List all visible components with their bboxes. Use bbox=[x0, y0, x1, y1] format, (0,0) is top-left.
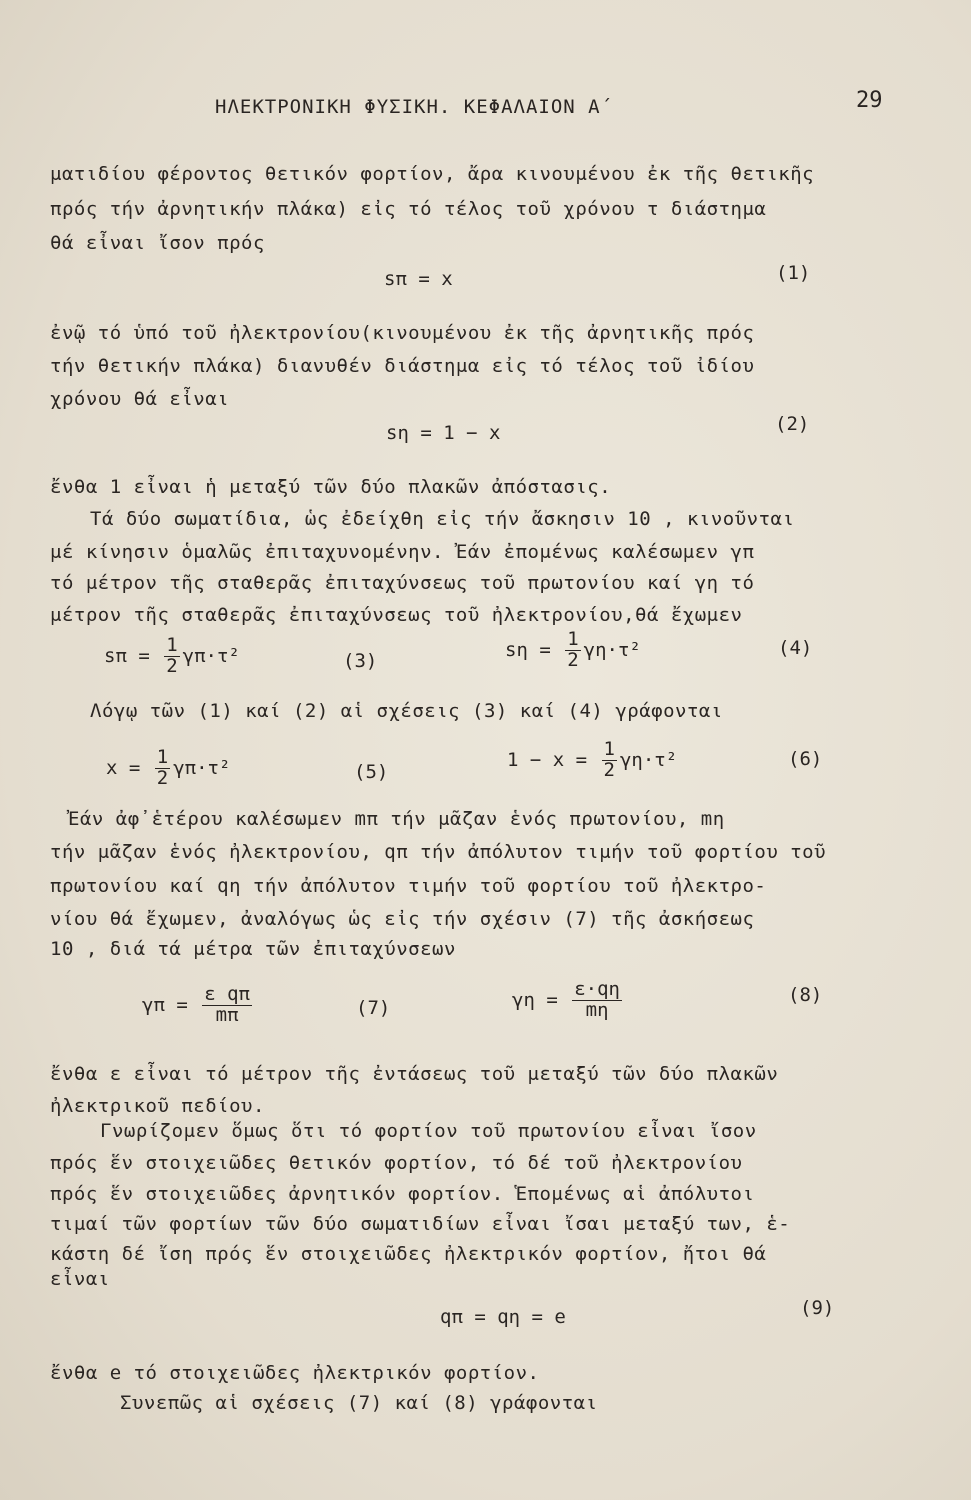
equation-4 bbox=[505, 630, 641, 671]
text-line: ἐνῷ τό ὑπό τοῦ ἠλεκτρονίου(κινουμένου ἐκ τῆς ἀρνητικῆς πρός bbox=[50, 322, 755, 344]
text-line: πρός τήν ἀρνητικήν πλάκα) εἰς τό τέλος τοῦ χρόνου τ διάστημα bbox=[50, 198, 767, 220]
text-line: ἠλεκτρικοῦ πεδίου. bbox=[50, 1095, 265, 1117]
text-line: πρωτονίου καί qη τήν ἀπόλυτον τιμήν τοῦ φορτίου τοῦ ἠλεκτρο- bbox=[50, 875, 767, 897]
equation-number: (1) bbox=[776, 262, 811, 284]
text-line: τό μέτρον τῆς σταθερᾶς ἐπιταχύνσεως τοῦ πρωτονίου καί γη τό bbox=[50, 572, 755, 594]
fraction bbox=[202, 985, 252, 1026]
equation-9: qπ = qη = e bbox=[440, 1306, 566, 1328]
equation-number: (6) bbox=[788, 748, 823, 770]
fraction-denominator: 2 bbox=[603, 758, 615, 781]
text-line: 10 , διά τά μέτρα τῶν ἐπιταχύνσεων bbox=[50, 938, 456, 960]
fraction-numerator: 1 bbox=[567, 628, 579, 650]
text-line: ματιδίου φέροντος θετικόν φορτίον, ἄρα κινουμένου ἐκ τῆς θετικῆς bbox=[50, 163, 815, 185]
text-line: τήν μᾶζαν ἑνός ἠλεκτρονίου, qπ τήν ἀπόλυτον τιμήν τοῦ φορτίου τοῦ bbox=[50, 841, 827, 863]
page-number: 29 bbox=[856, 88, 883, 113]
text-line: ἔνθα ε εἶναι τό μέτρον τῆς ἐντάσεως τοῦ μεταξύ τῶν δύο πλακῶν bbox=[50, 1063, 779, 1085]
text-line: Λόγῳ τῶν (1) καί (2) αἱ σχέσεις (3) καί (4) γράφονται bbox=[90, 700, 723, 722]
equation-rhs: γπ·τ² bbox=[173, 756, 231, 779]
equation-number: (4) bbox=[778, 637, 813, 659]
equation-lhs: x = bbox=[106, 756, 152, 779]
equation-2: sη = 1 − x bbox=[386, 422, 501, 444]
equation-rhs: γη·τ² bbox=[619, 748, 678, 771]
equation-lhs: sη = bbox=[505, 638, 563, 661]
text-line: πρός ἕν στοιχειῶδες ἀρνητικόν φορτίον. Ἑπομένως αἱ ἀπόλυτοι bbox=[50, 1183, 755, 1205]
text-line: Ἐάν ἀφ᾽ἑτέρου καλέσωμεν mπ τήν μᾶζαν ἑνός πρωτονίου, mη bbox=[68, 808, 725, 830]
text-line: θά εἶναι ἴσον πρός bbox=[50, 232, 265, 254]
equation-number: (2) bbox=[775, 413, 810, 435]
equation-rhs: γπ·τ² bbox=[182, 644, 240, 667]
text-line: ἔνθα e τό στοιχειῶδες ἠλεκτρικόν φορτίον. bbox=[50, 1362, 540, 1384]
equation-6 bbox=[507, 740, 677, 781]
text-line: ἔνθα 1 εἶναι ἡ μεταξύ τῶν δύο πλακῶν ἀπόστασις. bbox=[50, 476, 612, 498]
equation-1: sπ = x bbox=[384, 268, 453, 290]
text-line: χρόνου θά εἶναι bbox=[50, 388, 230, 410]
equation-5 bbox=[106, 748, 230, 789]
equation-8 bbox=[512, 980, 625, 1021]
equation-lhs: γη = bbox=[512, 988, 570, 1011]
equation-number: (3) bbox=[343, 650, 378, 672]
text-line: μέ κίνησιν ὁμαλῶς ἐπιταχυνομένην. Ἐάν ἐπομένως καλέσωμεν γπ bbox=[50, 541, 755, 563]
text-line: πρός ἕν στοιχειῶδες θετικόν φορτίον, τό δέ τοῦ ἠλεκτρονίου bbox=[50, 1152, 743, 1174]
running-header: ΗΛΕΚΤΡΟΝΙΚΗ ΦΥΣΙΚΗ. ΚΕΦΑΛΑΙΟΝ Α΄ bbox=[215, 96, 614, 118]
equation-3 bbox=[104, 636, 240, 677]
text-line: τιμαί τῶν φορτίων τῶν δύο σωματιδίων εἶναι ἴσαι μεταξύ των, ἑ- bbox=[50, 1213, 791, 1235]
fraction bbox=[565, 630, 580, 671]
text-line: Τά δύο σωματίδια, ὡς ἐδείχθη εἰς τήν ἄσκησιν 10 , κινοῦνται bbox=[90, 508, 795, 530]
equation-number: (9) bbox=[800, 1297, 835, 1319]
equation-rhs: γη·τ² bbox=[583, 638, 641, 661]
fraction-denominator: 2 bbox=[567, 648, 579, 671]
fraction bbox=[164, 636, 179, 677]
fraction-numerator: ε·qη bbox=[574, 978, 620, 1000]
fraction bbox=[602, 740, 617, 781]
equation-lhs: sπ = bbox=[104, 644, 162, 667]
equation-number: (8) bbox=[788, 984, 823, 1006]
text-line: εἶναι bbox=[50, 1268, 110, 1290]
fraction-denominator: mπ bbox=[215, 1003, 239, 1026]
text-line: τήν θετικήν πλάκα) διανυθέν διάστημα εἰς τό τέλος τοῦ ἰδίου bbox=[50, 355, 755, 377]
fraction-numerator: 1 bbox=[603, 738, 615, 760]
fraction bbox=[572, 980, 622, 1021]
fraction-denominator: 2 bbox=[166, 654, 178, 677]
fraction bbox=[155, 748, 170, 789]
fraction-numerator: ε qπ bbox=[204, 983, 250, 1005]
text-line: κάστη δέ ἴση πρός ἕν στοιχειῶδες ἠλεκτρικόν φορτίον, ἤτοι θά bbox=[50, 1243, 767, 1265]
fraction-numerator: 1 bbox=[156, 746, 169, 768]
fraction-denominator: mη bbox=[585, 998, 609, 1021]
equation-lhs: γπ = bbox=[142, 993, 200, 1016]
equation-number: (5) bbox=[354, 761, 389, 783]
text-line: Γνωρίζομεν ὅμως ὅτι τό φορτίον τοῦ πρωτονίου εἶναι ἴσον bbox=[100, 1120, 757, 1142]
text-line: νίου θά ἔχωμεν, ἀναλόγως ὡς εἰς τήν σχέσιν (7) τῆς ἀσκήσεως bbox=[50, 908, 755, 930]
equation-7 bbox=[142, 985, 255, 1026]
fraction-denominator: 2 bbox=[156, 766, 169, 789]
equation-number: (7) bbox=[356, 997, 391, 1019]
fraction-numerator: 1 bbox=[166, 634, 178, 656]
text-line: Συνεπῶς αἱ σχέσεις (7) καί (8) γράφονται bbox=[120, 1392, 598, 1414]
equation-lhs: 1 − x = bbox=[507, 748, 599, 771]
text-line: μέτρον τῆς σταθερᾶς ἐπιταχύνσεως τοῦ ἠλεκτρονίου,θά ἔχωμεν bbox=[50, 604, 743, 626]
